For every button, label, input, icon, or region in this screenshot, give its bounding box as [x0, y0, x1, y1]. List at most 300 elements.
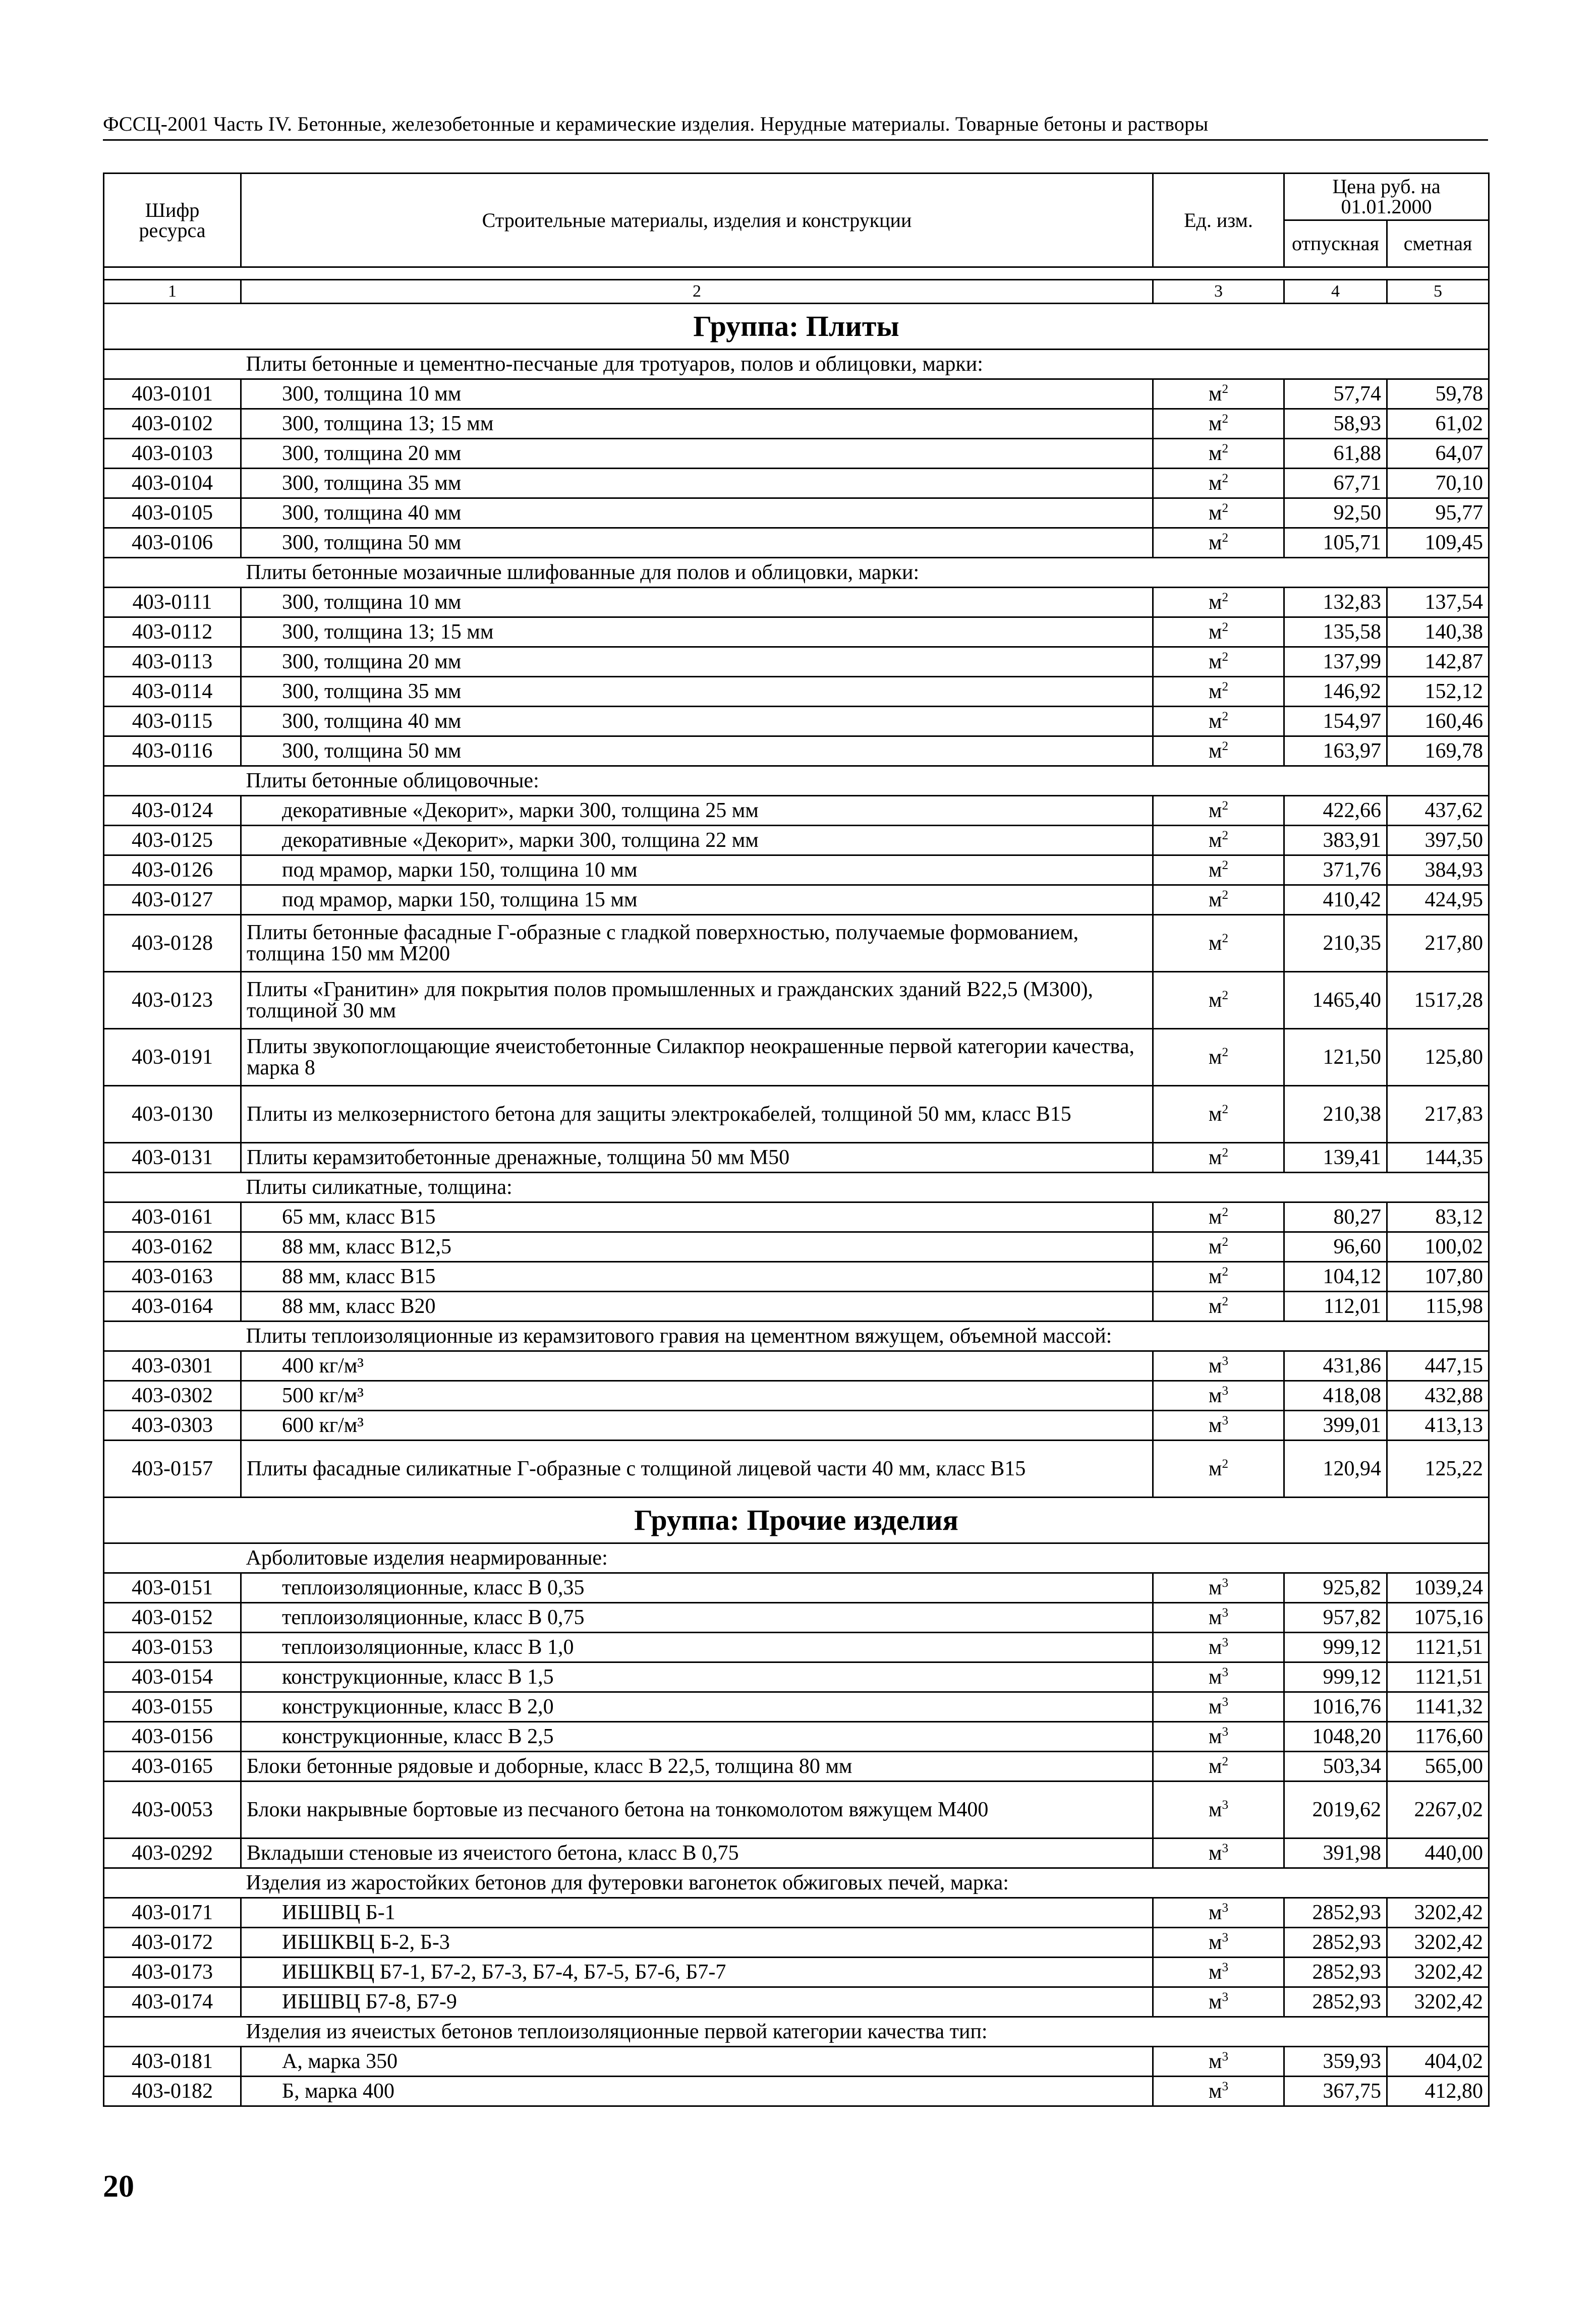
subsection-heading: Изделия из жаростойких бетонов для футеровки вагонеток обжиговых печей, марка: — [241, 1868, 1489, 1898]
subsection-heading: Плиты теплоизоляционные из керамзитового гравия на цементном вяжущем, объемной массой: — [241, 1322, 1489, 1351]
unit-base: м — [1208, 1457, 1222, 1480]
price-release: 431,86 — [1284, 1351, 1387, 1381]
subsection-code-cell — [104, 1322, 241, 1351]
price-estimate: 61,02 — [1387, 409, 1489, 439]
material-name: 300, толщина 40 мм — [241, 707, 1153, 736]
price-estimate: 144,35 — [1387, 1143, 1489, 1173]
unit-base: м — [1208, 2050, 1222, 2073]
material-name: теплоизоляционные, класс В 1,0 — [241, 1633, 1153, 1662]
col-header-name: Строительные материалы, изделия и конструкции — [241, 174, 1153, 267]
unit-cell — [1153, 2047, 1284, 2077]
unit-base: м — [1208, 1205, 1222, 1229]
price-release: 2852,93 — [1284, 1928, 1387, 1958]
material-name: Вкладыши стеновые из ячеистого бетона, класс В 0,75 — [241, 1839, 1153, 1868]
table-row — [104, 1633, 1489, 1662]
price-estimate: 437,62 — [1387, 796, 1489, 826]
resource-code: 403-0113 — [104, 647, 241, 677]
price-estimate: 109,45 — [1387, 528, 1489, 558]
table-header-row — [104, 174, 1489, 220]
running-header: ФССЦ-2001 Часть IV. Бетонные, железобетонные и керамические изделия. Нерудные материалы. Товарные бетоны и растворы — [103, 112, 1209, 135]
unit-exponent: 2 — [1222, 739, 1229, 753]
price-release: 210,38 — [1284, 1086, 1387, 1143]
unit-cell — [1153, 1692, 1284, 1722]
price-release: 112,01 — [1284, 1292, 1387, 1322]
price-release: 57,74 — [1284, 379, 1387, 409]
unit-exponent: 2 — [1222, 1046, 1229, 1059]
unit-base: м — [1208, 932, 1222, 955]
table-row — [104, 617, 1489, 647]
resource-code: 403-0182 — [104, 2077, 241, 2106]
table-row — [104, 2047, 1489, 2077]
price-release: 391,98 — [1284, 1839, 1387, 1868]
unit-exponent: 2 — [1222, 858, 1229, 872]
material-name: Плиты бетонные фасадные Г-образные с гладкой поверхностью, получаемые формованием, толщина 150 мм М200 — [241, 915, 1153, 972]
material-name: теплоизоляционные, класс В 0,35 — [241, 1573, 1153, 1603]
table-row — [104, 1202, 1489, 1232]
subsection-heading-row — [104, 350, 1489, 379]
table-row — [104, 1782, 1489, 1839]
unit-cell — [1153, 1143, 1284, 1173]
resource-code: 403-0126 — [104, 855, 241, 885]
material-name: 88 мм, класс В20 — [241, 1292, 1153, 1322]
unit-base: м — [1208, 1295, 1222, 1318]
table-row — [104, 439, 1489, 469]
unit-base: м — [1208, 1842, 1222, 1865]
material-name: 300, толщина 40 мм — [241, 498, 1153, 528]
unit-exponent: 2 — [1222, 650, 1229, 664]
table-row — [104, 2077, 1489, 2106]
resource-code: 403-0163 — [104, 1262, 241, 1292]
price-estimate: 100,02 — [1387, 1232, 1489, 1262]
unit-cell — [1153, 528, 1284, 558]
unit-exponent: 3 — [1222, 1414, 1229, 1427]
material-name: конструкционные, класс В 2,0 — [241, 1692, 1153, 1722]
unit-cell — [1153, 1441, 1284, 1498]
resource-code: 403-0171 — [104, 1898, 241, 1928]
table-row — [104, 1441, 1489, 1498]
price-estimate: 424,95 — [1387, 885, 1489, 915]
price-estimate: 137,54 — [1387, 588, 1489, 617]
subsection-heading-row — [104, 1543, 1489, 1573]
table-row — [104, 1692, 1489, 1722]
price-estimate: 217,83 — [1387, 1086, 1489, 1143]
subsection-heading-row — [104, 1322, 1489, 1351]
unit-cell — [1153, 1262, 1284, 1292]
price-release: 132,83 — [1284, 588, 1387, 617]
table-row — [104, 707, 1489, 736]
price-release: 410,42 — [1284, 885, 1387, 915]
resource-code: 403-0292 — [104, 1839, 241, 1868]
unit-cell — [1153, 1839, 1284, 1868]
table-row — [104, 469, 1489, 498]
unit-cell — [1153, 796, 1284, 826]
unit-base: м — [1208, 739, 1222, 763]
price-estimate: 397,50 — [1387, 826, 1489, 855]
table-row — [104, 1086, 1489, 1143]
unit-base: м — [1208, 1665, 1222, 1689]
unit-base: м — [1208, 1961, 1222, 1984]
unit-base: м — [1208, 472, 1222, 495]
group-heading: Группа: Плиты — [104, 304, 1489, 350]
material-name: теплоизоляционные, класс В 0,75 — [241, 1603, 1153, 1633]
resource-code: 403-0164 — [104, 1292, 241, 1322]
resource-code: 403-0151 — [104, 1573, 241, 1603]
material-name: Блоки бетонные рядовые и доборные, класс В 22,5, толщина 80 мм — [241, 1752, 1153, 1782]
subsection-code-cell — [104, 2017, 241, 2047]
unit-cell — [1153, 617, 1284, 647]
col-header-code: Шифр ресурса — [104, 174, 241, 267]
price-estimate: 3202,42 — [1387, 1958, 1489, 1987]
unit-cell — [1153, 972, 1284, 1029]
group-heading: Группа: Прочие изделия — [104, 1498, 1489, 1543]
price-release: 1016,76 — [1284, 1692, 1387, 1722]
unit-cell — [1153, 1987, 1284, 2017]
price-estimate: 565,00 — [1387, 1752, 1489, 1782]
col-num-5: 5 — [1387, 280, 1489, 304]
material-name: Плиты фасадные силикатные Г-образные с толщиной лицевой части 40 мм, класс В15 — [241, 1441, 1153, 1498]
unit-base: м — [1208, 1354, 1222, 1377]
unit-exponent: 3 — [1222, 2050, 1229, 2063]
unit-exponent: 2 — [1222, 710, 1229, 723]
table-row — [104, 736, 1489, 766]
unit-exponent: 2 — [1222, 501, 1229, 515]
subsection-heading-row — [104, 1173, 1489, 1202]
price-release: 92,50 — [1284, 498, 1387, 528]
unit-exponent: 3 — [1222, 1636, 1229, 1649]
col-num-3: 3 — [1153, 280, 1284, 304]
resource-code: 403-0112 — [104, 617, 241, 647]
table-row — [104, 1262, 1489, 1292]
price-estimate: 384,93 — [1387, 855, 1489, 885]
resource-code: 403-0172 — [104, 1928, 241, 1958]
material-name: 600 кг/м³ — [241, 1411, 1153, 1441]
resource-code: 403-0127 — [104, 885, 241, 915]
price-estimate: 125,22 — [1387, 1441, 1489, 1498]
unit-cell — [1153, 588, 1284, 617]
price-release: 210,35 — [1284, 915, 1387, 972]
subsection-code-cell — [104, 1173, 241, 1202]
table-row — [104, 1662, 1489, 1692]
header-gap-cell — [104, 267, 1489, 280]
unit-exponent: 2 — [1222, 1295, 1229, 1308]
resource-code: 403-0162 — [104, 1232, 241, 1262]
unit-exponent: 2 — [1222, 591, 1229, 604]
unit-exponent: 2 — [1222, 1755, 1229, 1768]
table-row — [104, 1381, 1489, 1411]
material-name: 65 мм, класс В15 — [241, 1202, 1153, 1232]
table-row — [104, 498, 1489, 528]
unit-cell — [1153, 1381, 1284, 1411]
material-name: 500 кг/м³ — [241, 1381, 1153, 1411]
price-release: 146,92 — [1284, 677, 1387, 707]
resource-code: 403-0165 — [104, 1752, 241, 1782]
unit-exponent: 2 — [1222, 989, 1229, 1002]
unit-exponent: 3 — [1222, 1606, 1229, 1620]
table-row — [104, 1839, 1489, 1868]
header-gap-row — [104, 267, 1489, 280]
material-name: декоративные «Декорит», марки 300, толщина 25 мм — [241, 796, 1153, 826]
material-name: 300, толщина 50 мм — [241, 736, 1153, 766]
resource-code: 403-0104 — [104, 469, 241, 498]
unit-cell — [1153, 855, 1284, 885]
col-num-4: 4 — [1284, 280, 1387, 304]
price-release: 359,93 — [1284, 2047, 1387, 2077]
subsection-code-cell — [104, 1543, 241, 1573]
material-name: под мрамор, марки 150, толщина 15 мм — [241, 885, 1153, 915]
unit-cell — [1153, 1351, 1284, 1381]
price-estimate: 404,02 — [1387, 2047, 1489, 2077]
table-row — [104, 677, 1489, 707]
unit-exponent: 3 — [1222, 1901, 1229, 1915]
unit-cell — [1153, 1029, 1284, 1086]
material-name: 300, толщина 35 мм — [241, 469, 1153, 498]
material-name: 400 кг/м³ — [241, 1351, 1153, 1381]
table-row — [104, 1928, 1489, 1958]
material-name: 300, толщина 35 мм — [241, 677, 1153, 707]
price-estimate: 140,38 — [1387, 617, 1489, 647]
unit-cell — [1153, 1633, 1284, 1662]
page-number: 20 — [103, 2169, 134, 2204]
unit-base: м — [1208, 680, 1222, 703]
material-name: ИБШВЦ Б-1 — [241, 1898, 1153, 1928]
resource-code: 403-0131 — [104, 1143, 241, 1173]
unit-base: м — [1208, 1046, 1222, 1069]
price-estimate: 1121,51 — [1387, 1662, 1489, 1692]
unit-cell — [1153, 1232, 1284, 1262]
price-estimate: 3202,42 — [1387, 1928, 1489, 1958]
price-estimate: 1176,60 — [1387, 1722, 1489, 1752]
resource-code: 403-0156 — [104, 1722, 241, 1752]
unit-exponent: 2 — [1222, 1103, 1229, 1116]
resource-code: 403-0302 — [104, 1381, 241, 1411]
col-header-price: Цена руб. на 01.01.2000 — [1284, 174, 1489, 220]
price-estimate: 3202,42 — [1387, 1987, 1489, 2017]
material-name: Блоки накрывные бортовые из песчаного бетона на тонкомолотом вяжущем М400 — [241, 1782, 1153, 1839]
subsection-heading-row — [104, 2017, 1489, 2047]
material-name: ИБШКВЦ Б7-1, Б7-2, Б7-3, Б7-4, Б7-5, Б7-6, Б7-7 — [241, 1958, 1153, 1987]
price-estimate: 64,07 — [1387, 439, 1489, 469]
price-estimate: 59,78 — [1387, 379, 1489, 409]
unit-cell — [1153, 469, 1284, 498]
price-estimate: 1075,16 — [1387, 1603, 1489, 1633]
col-num-1: 1 — [104, 280, 241, 304]
subsection-code-cell — [104, 1868, 241, 1898]
resource-code: 403-0181 — [104, 2047, 241, 2077]
table-row — [104, 885, 1489, 915]
unit-exponent: 3 — [1222, 1576, 1229, 1590]
table-row — [104, 1603, 1489, 1633]
table-row — [104, 1752, 1489, 1782]
unit-exponent: 2 — [1222, 680, 1229, 694]
material-name: под мрамор, марки 150, толщина 10 мм — [241, 855, 1153, 885]
unit-base: м — [1208, 1606, 1222, 1629]
unit-base: м — [1208, 710, 1222, 733]
table-row — [104, 1351, 1489, 1381]
resource-code: 403-0152 — [104, 1603, 241, 1633]
resource-code: 403-0303 — [104, 1411, 241, 1441]
unit-exponent: 2 — [1222, 442, 1229, 455]
unit-cell — [1153, 885, 1284, 915]
table-row — [104, 796, 1489, 826]
price-release: 120,94 — [1284, 1441, 1387, 1498]
price-estimate: 447,15 — [1387, 1351, 1489, 1381]
price-release: 957,82 — [1284, 1603, 1387, 1633]
group-heading-row — [104, 304, 1489, 350]
price-estimate: 70,10 — [1387, 469, 1489, 498]
price-release: 67,71 — [1284, 469, 1387, 498]
resource-code: 403-0174 — [104, 1987, 241, 2017]
unit-exponent: 3 — [1222, 1384, 1229, 1398]
price-estimate: 1039,24 — [1387, 1573, 1489, 1603]
unit-cell — [1153, 2077, 1284, 2106]
resource-code: 403-0173 — [104, 1958, 241, 1987]
unit-base: м — [1208, 1901, 1222, 1924]
price-estimate: 440,00 — [1387, 1839, 1489, 1868]
unit-exponent: 2 — [1222, 799, 1229, 813]
price-release: 999,12 — [1284, 1633, 1387, 1662]
unit-cell — [1153, 647, 1284, 677]
resource-code: 403-0125 — [104, 826, 241, 855]
unit-cell — [1153, 707, 1284, 736]
unit-cell — [1153, 1603, 1284, 1633]
unit-base: м — [1208, 829, 1222, 852]
unit-exponent: 3 — [1222, 1354, 1229, 1368]
unit-cell — [1153, 1898, 1284, 1928]
resource-code: 403-0053 — [104, 1782, 241, 1839]
subsection-heading-row — [104, 558, 1489, 588]
unit-cell — [1153, 1292, 1284, 1322]
price-release: 58,93 — [1284, 409, 1387, 439]
col-header-release: отпускная — [1284, 220, 1387, 267]
resource-code: 403-0103 — [104, 439, 241, 469]
price-table — [103, 173, 1490, 2107]
material-name: конструкционные, класс В 1,5 — [241, 1662, 1153, 1692]
unit-cell — [1153, 1202, 1284, 1232]
material-name: ИБШКВЦ Б-2, Б-3 — [241, 1928, 1153, 1958]
price-release: 137,99 — [1284, 647, 1387, 677]
price-release: 105,71 — [1284, 528, 1387, 558]
price-table-body — [104, 174, 1489, 2106]
unit-exponent: 2 — [1222, 620, 1229, 634]
table-row — [104, 1143, 1489, 1173]
resource-code: 403-0161 — [104, 1202, 241, 1232]
price-estimate: 83,12 — [1387, 1202, 1489, 1232]
table-row — [104, 1722, 1489, 1752]
unit-cell — [1153, 1722, 1284, 1752]
unit-base: м — [1208, 1725, 1222, 1748]
table-row — [104, 528, 1489, 558]
resource-code: 403-0157 — [104, 1441, 241, 1498]
price-release: 154,97 — [1284, 707, 1387, 736]
material-name: конструкционные, класс В 2,5 — [241, 1722, 1153, 1752]
price-release: 104,12 — [1284, 1262, 1387, 1292]
subsection-code-cell — [104, 766, 241, 796]
unit-cell — [1153, 379, 1284, 409]
price-release: 503,34 — [1284, 1752, 1387, 1782]
unit-exponent: 3 — [1222, 1695, 1229, 1709]
material-name: 88 мм, класс В15 — [241, 1262, 1153, 1292]
unit-base: м — [1208, 2080, 1222, 2103]
unit-base: м — [1208, 1384, 1222, 1407]
price-release: 135,58 — [1284, 617, 1387, 647]
unit-exponent: 3 — [1222, 1961, 1229, 1974]
price-estimate: 1517,28 — [1387, 972, 1489, 1029]
unit-exponent: 3 — [1222, 1798, 1229, 1812]
table-row — [104, 409, 1489, 439]
price-estimate: 95,77 — [1387, 498, 1489, 528]
resource-code: 403-0154 — [104, 1662, 241, 1692]
unit-cell — [1153, 677, 1284, 707]
price-release: 80,27 — [1284, 1202, 1387, 1232]
resource-code: 403-0116 — [104, 736, 241, 766]
table-row — [104, 379, 1489, 409]
unit-exponent: 2 — [1222, 1205, 1229, 1219]
price-estimate: 412,80 — [1387, 2077, 1489, 2106]
resource-code: 403-0301 — [104, 1351, 241, 1381]
unit-exponent: 2 — [1222, 1235, 1229, 1249]
subsection-heading: Арболитовые изделия неармированные: — [241, 1543, 1489, 1573]
unit-cell — [1153, 409, 1284, 439]
header-rule — [103, 139, 1488, 141]
unit-base: м — [1208, 1755, 1222, 1778]
unit-base: м — [1208, 1414, 1222, 1437]
price-estimate: 3202,42 — [1387, 1898, 1489, 1928]
price-estimate: 413,13 — [1387, 1411, 1489, 1441]
price-release: 371,76 — [1284, 855, 1387, 885]
price-release: 999,12 — [1284, 1662, 1387, 1692]
price-release: 418,08 — [1284, 1381, 1387, 1411]
price-release: 383,91 — [1284, 826, 1387, 855]
resource-code: 403-0191 — [104, 1029, 241, 1086]
unit-cell — [1153, 1662, 1284, 1692]
subsection-heading-row — [104, 1868, 1489, 1898]
price-release: 925,82 — [1284, 1573, 1387, 1603]
unit-cell — [1153, 1958, 1284, 1987]
resource-code: 403-0115 — [104, 707, 241, 736]
material-name: декоративные «Декорит», марки 300, толщина 22 мм — [241, 826, 1153, 855]
unit-base: м — [1208, 1103, 1222, 1126]
resource-code: 403-0130 — [104, 1086, 241, 1143]
unit-exponent: 3 — [1222, 2080, 1229, 2093]
material-name: 300, толщина 10 мм — [241, 588, 1153, 617]
unit-base: м — [1208, 1798, 1222, 1821]
col-header-unit: Ед. изм. — [1153, 174, 1284, 267]
unit-exponent: 2 — [1222, 932, 1229, 945]
unit-cell — [1153, 498, 1284, 528]
resource-code: 403-0102 — [104, 409, 241, 439]
subsection-heading: Изделия из ячеистых бетонов теплоизоляционные первой категории качества тип: — [241, 2017, 1489, 2047]
unit-cell — [1153, 915, 1284, 972]
table-row — [104, 647, 1489, 677]
price-release: 96,60 — [1284, 1232, 1387, 1262]
unit-exponent: 3 — [1222, 1931, 1229, 1944]
material-name: 300, толщина 13; 15 мм — [241, 409, 1153, 439]
resource-code: 403-0111 — [104, 588, 241, 617]
unit-base: м — [1208, 799, 1222, 822]
price-estimate: 160,46 — [1387, 707, 1489, 736]
price-release: 163,97 — [1284, 736, 1387, 766]
price-release: 1048,20 — [1284, 1722, 1387, 1752]
unit-exponent: 2 — [1222, 1265, 1229, 1279]
unit-exponent: 3 — [1222, 1725, 1229, 1739]
material-name: 300, толщина 13; 15 мм — [241, 617, 1153, 647]
unit-cell — [1153, 736, 1284, 766]
unit-cell — [1153, 1782, 1284, 1839]
price-release: 61,88 — [1284, 439, 1387, 469]
unit-base: м — [1208, 888, 1222, 911]
table-row — [104, 1573, 1489, 1603]
material-name: А, марка 350 — [241, 2047, 1153, 2077]
